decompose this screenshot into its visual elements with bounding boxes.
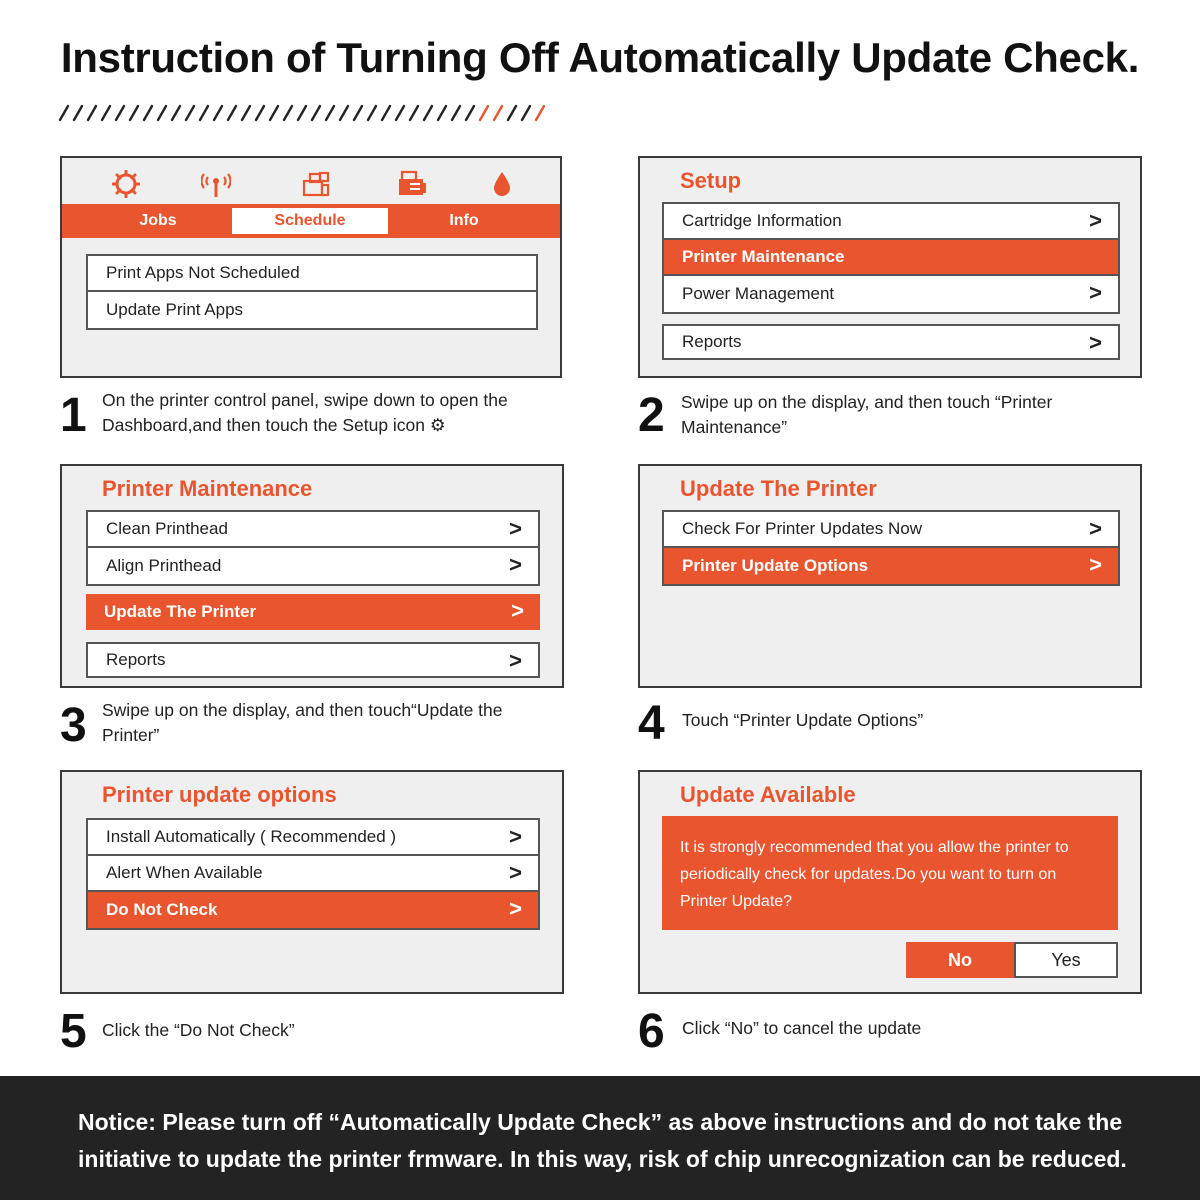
tab-info[interactable]: Info (449, 212, 479, 229)
row-label: Reports (106, 650, 166, 669)
decorative-slash-divider (58, 100, 558, 124)
screen-heading: Update The Printer (680, 476, 877, 501)
row-label: Clean Printhead (106, 519, 228, 538)
row-label: Print Apps Not Scheduled (106, 263, 300, 282)
yes-button[interactable]: Yes (1014, 942, 1118, 978)
tab-jobs[interactable]: Jobs (139, 212, 177, 229)
step-number: 1 (60, 389, 87, 442)
row-label: Install Automatically ( Recommended ) (106, 827, 397, 846)
list-item-do-not-check[interactable] (88, 892, 538, 928)
list-item-check-for-updates[interactable] (664, 512, 1118, 548)
row-label: Alert When Available (106, 863, 263, 882)
chevron-right-icon: > (509, 896, 522, 921)
row-label: Printer Maintenance (682, 247, 845, 266)
screen-update-available (638, 770, 1142, 994)
step-instruction: Swipe up on the display, and then touch “Printer Maintenance” (681, 392, 1053, 437)
step-number: 2 (638, 389, 665, 442)
step-instruction: Swipe up on the display, and then touch“Update the Printer” (102, 700, 503, 745)
step-instruction: On the printer control panel, swipe down to open the Dashboard,and then touch the Setup icon ⚙ (102, 390, 508, 435)
list-item-alert-when-available[interactable] (88, 856, 538, 892)
chevron-right-icon: > (509, 516, 522, 541)
row-label: Power Management (682, 284, 835, 303)
setup-list (662, 202, 1120, 314)
list-item-clean-printhead[interactable] (88, 512, 538, 548)
chevron-right-icon: > (509, 648, 522, 673)
chevron-right-icon: > (1089, 330, 1102, 355)
list-item-reports[interactable] (86, 642, 540, 678)
chevron-right-icon: > (509, 860, 522, 885)
list-item-reports[interactable] (662, 324, 1120, 360)
row-label: Update The Printer (104, 602, 257, 621)
no-button[interactable]: No (906, 942, 1014, 978)
chevron-right-icon: > (1089, 552, 1102, 577)
chevron-right-icon: > (1089, 208, 1102, 233)
dashboard-icon-row (62, 166, 560, 202)
list-item-align-printhead[interactable] (88, 548, 538, 584)
print-apps-icon[interactable] (298, 166, 334, 202)
list-item-printer-update-options[interactable] (664, 548, 1118, 584)
dashboard-tab-bar (62, 204, 560, 238)
step-number: 6 (638, 1005, 665, 1058)
screen-printer-maintenance (60, 464, 564, 688)
row-label: Cartridge Information (682, 211, 842, 230)
screen-heading: Printer update options (102, 782, 337, 807)
row-label: Check For Printer Updates Now (682, 519, 922, 538)
chevron-right-icon: > (509, 824, 522, 849)
row-label: Printer Update Options (682, 556, 869, 575)
list-item-install-automatically[interactable] (88, 820, 538, 856)
update-alert-message: It is strongly recommended that you allow the printer to periodically check for updates.Do you want to turn on Printer Update? (662, 816, 1118, 930)
list-item-update-the-printer[interactable] (86, 594, 540, 630)
step-number: 3 (60, 699, 87, 752)
screen-heading: Setup (680, 168, 742, 193)
list-item-print-apps-not-scheduled[interactable] (88, 256, 536, 292)
screen-printer-update-options (60, 770, 564, 994)
chevron-right-icon: > (1089, 516, 1102, 541)
screen-update-the-printer (638, 464, 1142, 688)
step-instruction: Click the “Do Not Check” (102, 1020, 295, 1040)
step-number: 5 (60, 1005, 87, 1058)
row-label: Reports (682, 332, 742, 351)
update-options-list (86, 818, 540, 930)
screen-heading: Printer Maintenance (102, 476, 313, 501)
screen-setup (638, 156, 1142, 378)
schedule-list (86, 254, 538, 330)
screen-dashboard (60, 156, 562, 378)
list-item-update-print-apps[interactable] (88, 292, 536, 328)
step-instruction: Touch “Printer Update Options” (682, 710, 924, 730)
row-label: Do Not Check (106, 900, 218, 919)
chevron-right-icon: > (1089, 280, 1102, 305)
ink-drop-icon[interactable] (484, 166, 520, 202)
update-list (662, 510, 1120, 586)
list-item-printer-maintenance[interactable] (664, 240, 1118, 276)
fax-icon[interactable] (394, 166, 430, 202)
chevron-right-icon: > (511, 598, 524, 623)
gear-icon[interactable] (108, 166, 144, 202)
list-item-cartridge-information[interactable] (664, 204, 1118, 240)
screen-heading: Update Available (680, 782, 856, 807)
maintenance-list (86, 510, 540, 586)
wireless-icon[interactable] (198, 166, 234, 202)
notice-banner: Notice: Please turn off “Automatically Update Check” as above instructions and do not take the initiative to update the printer frmware. In this way, risk of chip unrecognization can be reduced. (0, 1076, 1200, 1200)
step-number: 4 (638, 697, 665, 750)
list-item-power-management[interactable] (664, 276, 1118, 312)
chevron-right-icon: > (509, 552, 522, 577)
row-label: Align Printhead (106, 556, 222, 575)
tab-schedule[interactable]: Schedule (232, 208, 388, 234)
row-label: Update Print Apps (106, 300, 244, 319)
step-instruction: Click “No” to cancel the update (682, 1018, 922, 1038)
page-title: Instruction of Turning Off Automatically Update Check. (60, 34, 1140, 81)
